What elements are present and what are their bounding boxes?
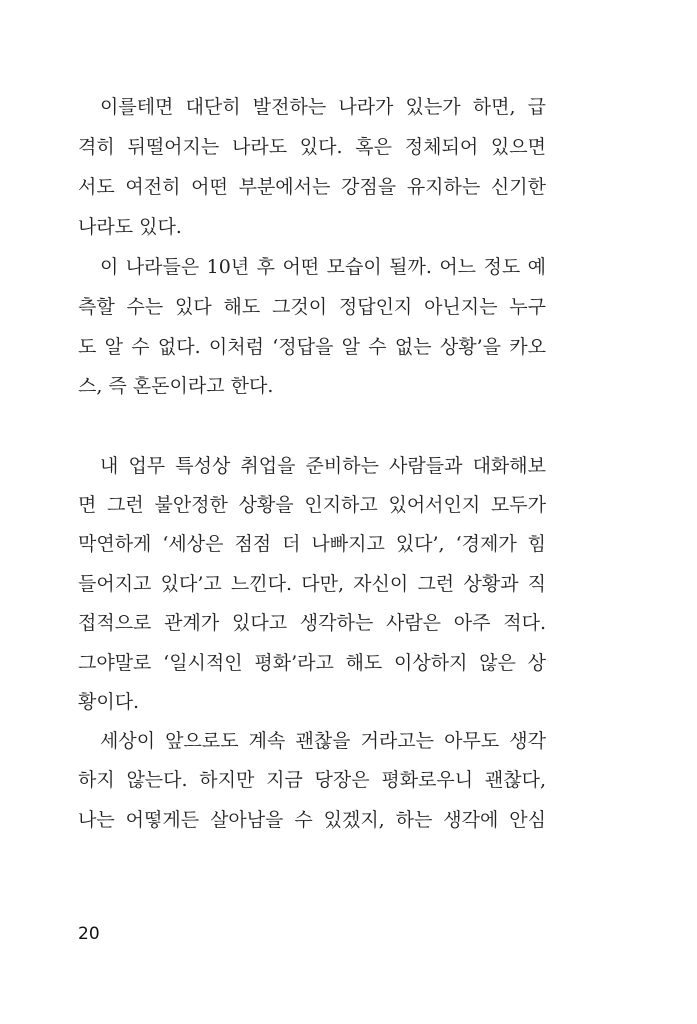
text-line: 서도 여전히 어떤 부분에서는 강점을 유지하는 신기한 [78,176,546,198]
text-line: 들어지고 있다’고 느낀다. 다만, 자신이 그런 상황과 직 [78,573,546,595]
text-line: 그야말로 ‘일시적인 평화’라고 해도 이상하지 않은 상 [78,652,546,674]
text-line: 이를테면 대단히 발전하는 나라가 있는가 하면, 급 [100,96,546,118]
text-line: 나라도 있다. [78,216,182,238]
text-line: 접적으로 관계가 있다고 생각하는 사람은 아주 적다. [78,612,546,634]
text-line: 세상이 앞으로도 계속 괜찮을 거라고는 아무도 생각 [100,730,546,752]
text-line: 하지 않는다. 하지만 지금 당장은 평화로우니 괜찮다, [78,769,546,791]
text-line: 이 나라들은 10년 후 어떤 모습이 될까. 어느 정도 예 [100,256,546,278]
text-line: 막연하게 ‘세상은 점점 더 나빠지고 있다’, ‘경제가 힘 [78,533,546,555]
text-line: 내 업무 특성상 취업을 준비하는 사람들과 대화해보 [100,455,546,477]
page-number: 20 [78,924,100,944]
text-line: 나는 어떻게든 살아남을 수 있겠지, 하는 생각에 안심 [78,809,546,831]
text-line: 도 알 수 없다. 이처럼 ‘정답을 알 수 없는 상황’을 카오 [78,336,546,358]
text-line: 황이다. [78,691,140,713]
text-line: 면 그런 불안정한 상황을 인지하고 있어서인지 모두가 [78,494,546,516]
text-line: 측할 수는 있다 해도 그것이 정답인지 아닌지는 누구 [78,296,546,318]
text-line: 격히 뒤떨어지는 나라도 있다. 혹은 정체되어 있으면 [78,136,546,158]
text-line: 스, 즉 혼돈이라고 한다. [78,375,274,397]
